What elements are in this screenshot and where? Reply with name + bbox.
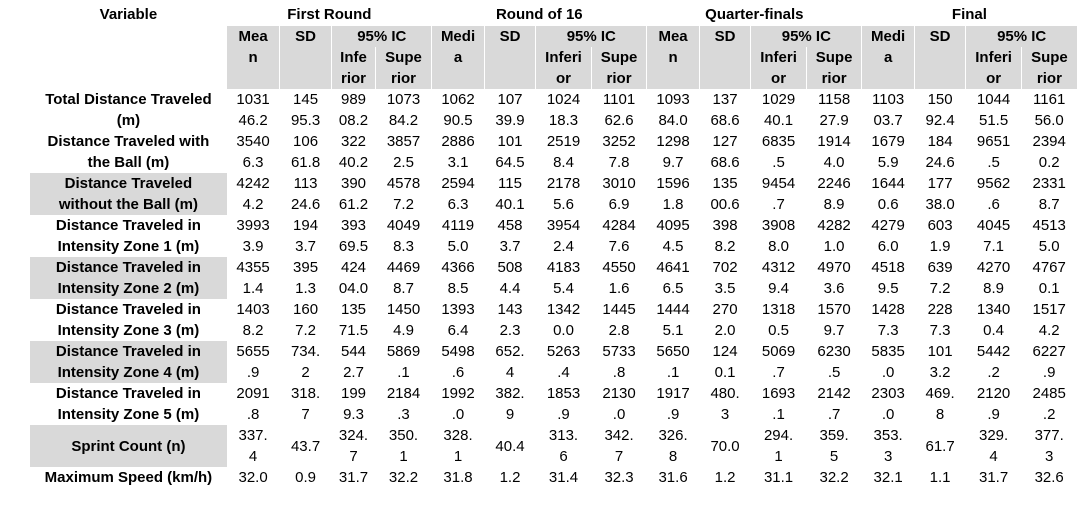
table-cell: 228 7.3	[927, 301, 953, 339]
table-cell: 70.0	[710, 437, 740, 455]
table-row	[30, 425, 1077, 467]
stat-header: 95% IC	[332, 26, 432, 47]
table-cell: 1992 .0	[441, 385, 475, 423]
table-cell: 734. 2	[290, 343, 321, 381]
stat-header: 95% IC	[966, 26, 1077, 47]
table-cell: 1101 62.6	[602, 91, 636, 129]
table-cell: 2519 8.4	[546, 133, 581, 171]
table-cell: 458 3.7	[497, 217, 523, 255]
table-cell: 382. 9	[495, 385, 525, 423]
table-cell: 135 00.6	[710, 175, 740, 213]
table-cell: 4049 8.3	[386, 217, 421, 255]
table-row	[30, 299, 1077, 341]
table-cell: 318. 7	[290, 385, 321, 423]
table-cell: 107 39.9	[495, 91, 525, 129]
round-header: Final	[951, 6, 987, 23]
table-cell: 127 68.6	[710, 133, 740, 171]
table-cell: 1340 0.4	[976, 301, 1011, 339]
table-cell: 1679 5.9	[871, 133, 905, 171]
ci-subheader: Inferi or	[966, 47, 1022, 89]
table-cell: 1029 40.1	[761, 91, 796, 129]
table-cell: 639 7.2	[927, 259, 953, 297]
ci-subheader: Supe rior	[375, 47, 432, 89]
table-cell: 353. 3	[873, 427, 903, 465]
table-cell: 106 61.8	[290, 133, 321, 171]
table-cell: 2142 .7	[817, 385, 851, 423]
ci-subheader: Supe rior	[591, 47, 647, 89]
table-cell: 4518 9.5	[871, 259, 905, 297]
table-cell: 1073 84.2	[386, 91, 421, 129]
table-cell: 328. 1	[443, 427, 473, 465]
row-label: Maximum Speed (km/h)	[44, 469, 213, 486]
table-cell: 31.7	[338, 469, 369, 486]
table-cell: 5069 .7	[761, 343, 796, 381]
table-cell: 2394 0.2	[1032, 133, 1066, 171]
table-cell: 4282 1.0	[817, 217, 851, 255]
row-label: Distance Traveled in Intensity Zone 3 (m)	[55, 301, 201, 339]
table-row	[30, 131, 1077, 173]
table-cell: 6835 .5	[761, 133, 796, 171]
table-row	[30, 215, 1077, 257]
table-cell: 4513 5.0	[1032, 217, 1066, 255]
table-cell: 6230 .5	[817, 343, 851, 381]
table-cell: 135 71.5	[338, 301, 369, 339]
table-row	[30, 257, 1077, 299]
table-cell: 184 24.6	[925, 133, 955, 171]
row-label: Distance Traveled in Intensity Zone 1 (m)	[55, 217, 201, 255]
table-cell: 469. 8	[925, 385, 955, 423]
table-cell: 9454 .7	[761, 175, 796, 213]
table-cell: 31.4	[548, 469, 579, 486]
table-cell: 5835 .0	[871, 343, 905, 381]
table-cell: 31.6	[658, 469, 688, 486]
table-cell: 398 8.2	[712, 217, 738, 255]
table-cell: 32.2	[388, 469, 419, 486]
table-cell: 61.7	[925, 437, 955, 455]
table-cell: 989 08.2	[338, 91, 369, 129]
table-cell: 32.1	[873, 469, 903, 486]
table-cell: 1917 .9	[656, 385, 690, 423]
table-cell: 359. 5	[819, 427, 849, 465]
table-cell: 1062 90.5	[441, 91, 475, 129]
table-cell: 4767 0.1	[1032, 259, 1066, 297]
table-cell: 145 95.3	[290, 91, 321, 129]
table-cell: 5869 .1	[386, 343, 421, 381]
table-cell: 1644 0.6	[871, 175, 905, 213]
table-cell: 342. 7	[604, 427, 634, 465]
table-cell: 4355 1.4	[236, 259, 270, 297]
stat-header: 95% IC	[536, 26, 647, 47]
table-cell: 3010 6.9	[602, 175, 636, 213]
table-cell: 4578 7.2	[386, 175, 421, 213]
stat-header: SD	[699, 26, 750, 89]
table-cell: 324. 7	[338, 427, 369, 465]
table-cell: 2594 6.3	[441, 175, 475, 213]
round-header: Round of 16	[495, 6, 583, 23]
table-cell: 2246 8.9	[817, 175, 851, 213]
row-label: Distance Traveled in Intensity Zone 5 (m)	[55, 385, 201, 423]
table-cell: 1596 1.8	[656, 175, 690, 213]
table-row	[30, 467, 1077, 488]
table-cell: 31.7	[979, 469, 1009, 486]
ci-subheader: Inferi or	[536, 47, 592, 89]
table-cell: 652. 4	[495, 343, 525, 381]
stat-header: SD	[279, 26, 331, 89]
table-cell: 9651 .5	[976, 133, 1011, 171]
table-cell: 329. 4	[979, 427, 1009, 465]
table-cell: 4970 3.6	[817, 259, 851, 297]
table-cell: 2184 .3	[386, 385, 421, 423]
table-row	[30, 173, 1077, 215]
table-cell: 31.8	[443, 469, 473, 486]
table-cell: 1.2	[714, 469, 736, 486]
table-cell: 3857 2.5	[386, 133, 421, 171]
round-header: First Round	[287, 6, 372, 23]
table-cell: 115 40.1	[495, 175, 525, 213]
table-cell: 0.9	[295, 469, 316, 486]
table-cell: 143 2.3	[497, 301, 523, 339]
row-label: Distance Traveled without the Ball (m)	[30, 173, 227, 215]
table-cell: 377. 3	[1034, 427, 1064, 465]
table-cell: 4284 7.6	[602, 217, 636, 255]
table-cell: 4279 6.0	[871, 217, 905, 255]
table-cell: 6227 .9	[1032, 343, 1066, 381]
table-cell: 4469 8.7	[386, 259, 421, 297]
table-cell: 4183 5.4	[546, 259, 581, 297]
table-cell: 3252 7.8	[602, 133, 636, 171]
table-cell: 2331 8.7	[1032, 175, 1066, 213]
table-cell: 4550 1.6	[602, 259, 636, 297]
table-cell: 350. 1	[388, 427, 419, 465]
table-cell: 2120 .9	[976, 385, 1011, 423]
table-cell: 1428 7.3	[871, 301, 905, 339]
row-label: Total Distance Traveled (m)	[45, 91, 212, 129]
table-cell: 4270 8.9	[976, 259, 1011, 297]
table-cell: 1403 8.2	[236, 301, 270, 339]
table-cell: 395 1.3	[293, 259, 319, 297]
table-cell: 603 1.9	[927, 217, 953, 255]
variable-header-spacer	[30, 26, 227, 89]
table-cell: 4119 5.0	[441, 217, 475, 255]
table-cell: 480. 3	[710, 385, 740, 423]
stat-header: SD	[484, 26, 535, 89]
table-cell: 1024 18.3	[546, 91, 581, 129]
table-cell: 5498 .6	[441, 343, 475, 381]
table-cell: 4242 4.2	[236, 175, 270, 213]
table-cell: 9562 .6	[976, 175, 1011, 213]
table-cell: 101 3.2	[927, 343, 953, 381]
table-cell: 1393 6.4	[441, 301, 475, 339]
row-label: Distance Traveled in Intensity Zone 4 (m)	[30, 341, 227, 383]
table-cell: 4312 9.4	[761, 259, 796, 297]
table-cell: 124 0.1	[712, 343, 738, 381]
table-cell: 160 7.2	[293, 301, 319, 339]
variable-header: Variable	[99, 6, 158, 23]
table-cell: 5263 .4	[546, 343, 581, 381]
table-cell: 1342 0.0	[546, 301, 581, 339]
table-cell: 150 92.4	[925, 91, 955, 129]
ci-subheader: Supe rior	[1021, 47, 1077, 89]
table-cell: 702 3.5	[712, 259, 738, 297]
table-cell: 1103 03.7	[871, 91, 905, 129]
results-table	[30, 3, 1077, 488]
table-cell: 1093 84.0	[656, 91, 690, 129]
table-cell: 3908 8.0	[761, 217, 796, 255]
table-cell: 194 3.7	[293, 217, 319, 255]
table-cell: 4641 6.5	[656, 259, 690, 297]
table-cell: 1517 4.2	[1032, 301, 1066, 339]
table-cell: 5655 .9	[236, 343, 270, 381]
table-cell: 313. 6	[548, 427, 579, 465]
table-cell: 2130 .0	[602, 385, 636, 423]
stat-header: Mea n	[647, 26, 699, 89]
table-row	[30, 383, 1077, 425]
table-cell: 3993 3.9	[236, 217, 270, 255]
ci-subheader: Inferi or	[751, 47, 807, 89]
table-cell: 31.1	[763, 469, 794, 486]
table-cell: 1031 46.2	[236, 91, 270, 129]
table-cell: 544 2.7	[341, 343, 367, 381]
table-cell: 4095 4.5	[656, 217, 690, 255]
table-cell: 1444 5.1	[656, 301, 690, 339]
stat-header: Medi a	[432, 26, 484, 89]
table-cell: 199 9.3	[341, 385, 367, 423]
row-label: Distance Traveled with the Ball (m)	[47, 133, 210, 171]
table-cell: 32.2	[819, 469, 849, 486]
stat-header: 95% IC	[751, 26, 862, 47]
table-cell: 337. 4	[238, 427, 268, 465]
table-cell: 2303 .0	[871, 385, 905, 423]
table-cell: 101 64.5	[495, 133, 525, 171]
ci-subheader: Supe rior	[806, 47, 862, 89]
stat-header: SD	[914, 26, 965, 89]
table-cell: 1.2	[499, 469, 521, 486]
table-cell: 2485 .2	[1032, 385, 1066, 423]
table-cell: 294. 1	[763, 427, 794, 465]
table-cell: 1450 4.9	[386, 301, 421, 339]
table-cell: 5733 .8	[602, 343, 636, 381]
table-cell: 270 2.0	[712, 301, 738, 339]
table-cell: 1161 56.0	[1033, 91, 1066, 129]
table-row	[30, 89, 1077, 131]
table-cell: 2091 .8	[236, 385, 270, 423]
table-cell: 1693 .1	[761, 385, 796, 423]
table-cell: 32.6	[1034, 469, 1064, 486]
table-cell: 5650 .1	[656, 343, 690, 381]
row-label: Distance Traveled in Intensity Zone 2 (m)	[30, 257, 227, 299]
round-header: Quarter-finals	[705, 6, 804, 23]
table-cell: 2178 5.6	[546, 175, 581, 213]
table-cell: 43.7	[290, 437, 321, 455]
row-label: Sprint Count (n)	[30, 425, 227, 467]
table-cell: 1158 27.9	[817, 91, 851, 129]
table-cell: 393 69.5	[338, 217, 369, 255]
table-cell: 32.3	[604, 469, 634, 486]
table-cell: 390 61.2	[338, 175, 369, 213]
table-cell: 508 4.4	[497, 259, 523, 297]
table-cell: 3954 2.4	[546, 217, 581, 255]
stat-header: Mea n	[227, 26, 279, 89]
table-cell: 1298 9.7	[656, 133, 690, 171]
ci-subheader: Infe rior	[332, 47, 375, 89]
table-row	[30, 341, 1077, 383]
table-cell: 1853 .9	[546, 385, 581, 423]
table-cell: 137 68.6	[710, 91, 740, 129]
table-cell: 2886 3.1	[441, 133, 475, 171]
table-cell: 1445 2.8	[602, 301, 636, 339]
table-cell: 1570 9.7	[817, 301, 851, 339]
table-cell: 322 40.2	[338, 133, 369, 171]
table-cell: 326. 8	[658, 427, 688, 465]
stat-header: Medi a	[862, 26, 914, 89]
table-cell: 1044 51.5	[976, 91, 1011, 129]
table-cell: 113 24.6	[290, 175, 321, 213]
table-cell: 4366 8.5	[441, 259, 475, 297]
table-cell: 40.4	[495, 437, 525, 455]
table-cell: 5442 .2	[976, 343, 1011, 381]
table-cell: 1.1	[929, 469, 951, 486]
table-cell: 4045 7.1	[976, 217, 1011, 255]
table-cell: 424 04.0	[338, 259, 369, 297]
table-cell: 1318 0.5	[761, 301, 796, 339]
table-cell: 32.0	[238, 469, 268, 486]
table-cell: 3540 6.3	[236, 133, 270, 171]
table-cell: 1914 4.0	[817, 133, 851, 171]
table-cell: 177 38.0	[925, 175, 955, 213]
